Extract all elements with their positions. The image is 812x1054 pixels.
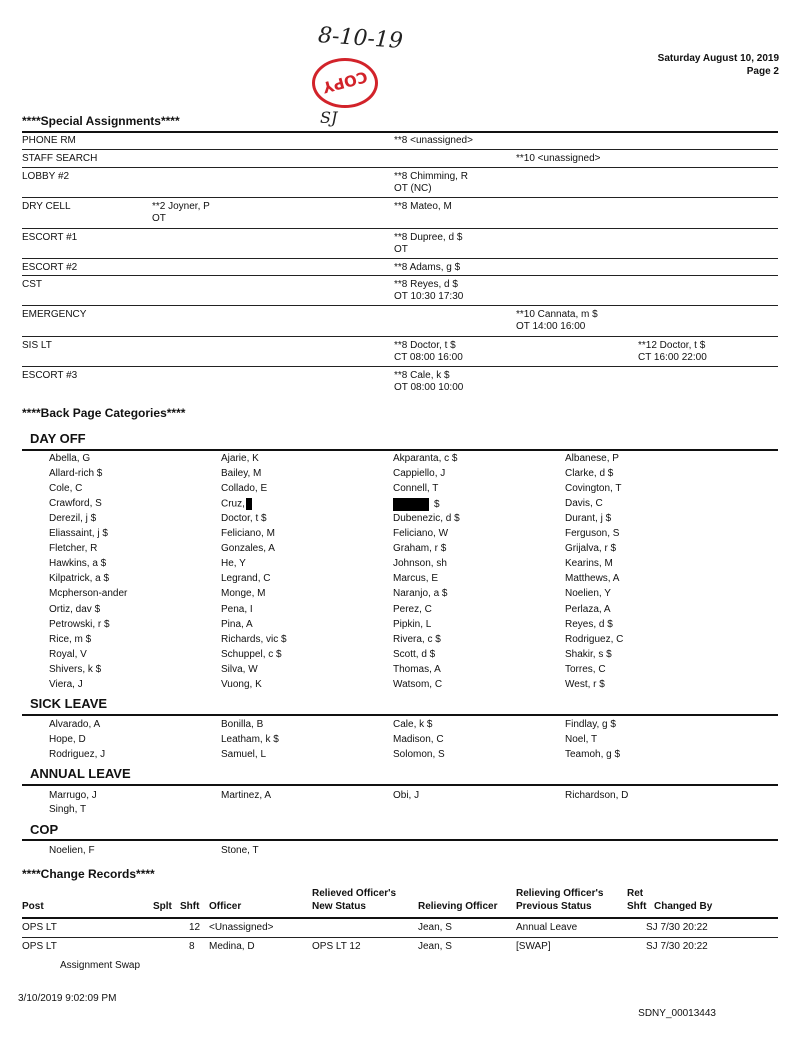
category-name: He, Y: [221, 558, 246, 569]
category-name: Davis, C: [565, 498, 603, 509]
page-number: Page 2: [746, 66, 779, 77]
category-name: Rice, m $: [49, 634, 92, 645]
category-name: Martinez, A: [221, 790, 272, 801]
assignment-officer: **8 Mateo, M: [394, 201, 452, 212]
special-assignments-title: ****Special Assignments****: [22, 114, 180, 128]
category-name: Clarke, d $: [565, 468, 614, 479]
category-title: COP: [30, 822, 59, 837]
divider: [22, 714, 778, 716]
change-records-title: ****Change Records****: [22, 867, 155, 881]
col-post: Post: [22, 901, 44, 912]
category-name: Noel, T: [565, 734, 598, 745]
category-name: Richardson, D: [565, 790, 629, 801]
assignment-post: ESCORT #3: [22, 370, 78, 381]
col-relieved-1: Relieved Officer's: [312, 888, 397, 899]
back-page-title: ****Back Page Categories****: [22, 406, 186, 420]
category-name: Pena, I: [221, 604, 253, 615]
redaction-box: [393, 498, 429, 511]
divider: [22, 258, 778, 259]
category-name: Covington, T: [565, 483, 622, 494]
assignment-officer: **8 Doctor, t $ CT 08:00 16:00: [394, 340, 463, 363]
category-name: Crawford, S: [49, 498, 102, 509]
divider: [22, 275, 778, 276]
category-name: Feliciano, W: [393, 528, 449, 539]
assignment-officer: **8 Adams, g $: [394, 262, 461, 273]
category-name: Madison, C: [393, 734, 444, 745]
category-name: Rodriguez, C: [565, 634, 624, 645]
category-name: Cruz,: [221, 498, 252, 511]
cr-relieving: Jean, S: [418, 922, 452, 933]
divider: [22, 839, 778, 841]
category-name: Rivera, c $: [393, 634, 441, 645]
assignment-officer: **8 Reyes, d $ OT 10:30 17:30: [394, 279, 464, 302]
col-prev-1: Relieving Officer's: [516, 888, 604, 899]
category-name: Bonilla, B: [221, 719, 264, 730]
assignment-officer: **2 Joyner, P OT: [152, 201, 210, 224]
category-name: Akparanta, c $: [393, 453, 458, 464]
category-name: Albanese, P: [565, 453, 619, 464]
cr-post: OPS LT: [22, 922, 57, 933]
category-name: Vuong, K: [221, 679, 262, 690]
cr-changed-by: SJ 7/30 20:22: [646, 941, 708, 952]
category-name: Noelien, Y: [565, 588, 611, 599]
category-name: Torres, C: [565, 664, 606, 675]
category-name: Samuel, L: [221, 749, 267, 760]
col-splt: Splt: [153, 901, 172, 912]
divider: [22, 228, 778, 229]
assignment-post: CST: [22, 279, 42, 290]
category-name: Teamoh, g $: [565, 749, 621, 760]
category-name: Collado, E: [221, 483, 268, 494]
category-name: Perez, C: [393, 604, 432, 615]
col-ret: Ret: [627, 888, 644, 899]
category-name: Cale, k $: [393, 719, 433, 730]
divider: [22, 305, 778, 306]
category-name: Doctor, t $: [221, 513, 267, 524]
assignment-post: SIS LT: [22, 340, 52, 351]
assignment-post: ESCORT #2: [22, 262, 78, 273]
category-name: Matthews, A: [565, 573, 620, 584]
category-name: Pina, A: [221, 619, 253, 630]
assignment-officer: **10 <unassigned>: [516, 153, 601, 164]
assignment-officer: **8 Dupree, d $ OT: [394, 232, 463, 255]
category-name: Rodriguez, J: [49, 749, 106, 760]
category-name: Shakir, s $: [565, 649, 612, 660]
assignment-officer: **8 <unassigned>: [394, 135, 473, 146]
category-name: Stone, T: [221, 845, 259, 856]
cr-note: Assignment Swap: [60, 960, 141, 971]
category-name: Shivers, k $: [49, 664, 102, 675]
category-name: Singh, T: [49, 804, 87, 815]
category-name: Scott, d $: [393, 649, 436, 660]
category-name: Royal, V: [49, 649, 87, 660]
assignment-post: PHONE RM: [22, 135, 76, 146]
divider: [22, 149, 778, 150]
category-name: Kearins, M: [565, 558, 613, 569]
category-name: Marcus, E: [393, 573, 439, 584]
divider: [22, 197, 778, 198]
col-changed-by: Changed By: [654, 901, 713, 912]
category-name: Mcpherson-ander: [49, 588, 128, 599]
category-name: Perlaza, A: [565, 604, 611, 615]
category-name: Reyes, d $: [565, 619, 613, 630]
category-name: Kilpatrick, a $: [49, 573, 110, 584]
category-name: Monge, M: [221, 588, 266, 599]
divider: [22, 167, 778, 168]
assignment-post: LOBBY #2: [22, 171, 70, 182]
category-name: Bailey, M: [221, 468, 262, 479]
category-name: Leatham, k $: [221, 734, 279, 745]
category-name: Ferguson, S: [565, 528, 620, 539]
category-name: Watsom, C: [393, 679, 443, 690]
category-name: Feliciano, M: [221, 528, 275, 539]
copy-stamp-text: COPY: [320, 67, 370, 97]
category-name: Marrugo, J: [49, 790, 97, 801]
category-name: Findlay, g $: [565, 719, 616, 730]
bates-number: SDNY_00013443: [638, 1008, 716, 1019]
category-name: Richards, vic $: [221, 634, 287, 645]
category-name: Silva, W: [221, 664, 258, 675]
category-title: ANNUAL LEAVE: [30, 766, 131, 781]
category-name: Graham, r $: [393, 543, 447, 554]
cr-officer: Medina, D: [209, 941, 255, 952]
category-name: Solomon, S: [393, 749, 445, 760]
report-date: Saturday August 10, 2019: [657, 53, 779, 64]
category-name: Eliassaint, j $: [49, 528, 108, 539]
handwritten-date: 8-10-19: [317, 23, 404, 54]
category-name: Hope, D: [49, 734, 86, 745]
category-name: Abella, G: [49, 453, 91, 464]
assignment-officer: **8 Chimming, R OT (NC): [394, 171, 468, 194]
category-name: Grijalva, r $: [565, 543, 617, 554]
category-name: $: [393, 498, 440, 511]
divider: [22, 336, 778, 337]
category-name: Durant, j $: [565, 513, 612, 524]
category-name: Noelien, F: [49, 845, 95, 856]
category-name: Connell, T: [393, 483, 439, 494]
category-name: Johnson, sh: [393, 558, 447, 569]
assignment-post: DRY CELL: [22, 201, 71, 212]
category-name: Legrand, C: [221, 573, 271, 584]
assignment-post: EMERGENCY: [22, 309, 87, 320]
cr-new-status: OPS LT 12: [312, 941, 361, 952]
handwritten-initials: SJ: [320, 108, 338, 127]
category-name: Ortiz, dav $: [49, 604, 101, 615]
category-title: DAY OFF: [30, 431, 86, 446]
cr-post: OPS LT: [22, 941, 57, 952]
category-name: West, r $: [565, 679, 605, 690]
copy-stamp: [312, 58, 378, 108]
col-shft: Shft: [180, 901, 200, 912]
category-name: Allard-rich $: [49, 468, 103, 479]
category-name: Pipkin, L: [393, 619, 432, 630]
print-timestamp: 3/10/2019 9:02:09 PM: [18, 993, 117, 1004]
col-prev-2: Previous Status: [516, 901, 592, 912]
category-name: Thomas, A: [393, 664, 441, 675]
category-name: Gonzales, A: [221, 543, 275, 554]
category-name: Hawkins, a $: [49, 558, 107, 569]
category-name: Viera, J: [49, 679, 83, 690]
category-name: Cappiello, J: [393, 468, 446, 479]
category-title: SICK LEAVE: [30, 696, 108, 711]
cr-shft: 8: [189, 941, 195, 952]
assignment-post: ESCORT #1: [22, 232, 78, 243]
category-name: Dubenezic, d $: [393, 513, 460, 524]
cr-relieving: Jean, S: [418, 941, 452, 952]
cr-shft: 12: [189, 922, 201, 933]
category-name: Cole, C: [49, 483, 83, 494]
category-name: Fletcher, R: [49, 543, 98, 554]
category-name: Alvarado, A: [49, 719, 101, 730]
assignment-officer: **12 Doctor, t $ CT 16:00 22:00: [638, 340, 707, 363]
cr-prev-status: [SWAP]: [516, 941, 551, 952]
category-name: Petrowski, r $: [49, 619, 110, 630]
category-name: Naranjo, a $: [393, 588, 448, 599]
cr-changed-by: SJ 7/30 20:22: [646, 922, 708, 933]
col-officer: Officer: [209, 901, 242, 912]
category-name: Derezil, j $: [49, 513, 97, 524]
col-relieved-2: New Status: [312, 901, 366, 912]
assignment-officer: **10 Cannata, m $ OT 14:00 16:00: [516, 309, 598, 332]
category-name: Obi, J: [393, 790, 420, 801]
redaction-box: [246, 498, 252, 510]
assignment-officer: **8 Cale, k $ OT 08:00 10:00: [394, 370, 464, 393]
divider: [22, 366, 778, 367]
divider: [22, 449, 778, 451]
divider: [22, 784, 778, 786]
col-relieving: Relieving Officer: [418, 901, 498, 912]
category-name: Ajarie, K: [221, 453, 259, 464]
category-name: Schuppel, c $: [221, 649, 282, 660]
cr-prev-status: Annual Leave: [516, 922, 578, 933]
col-ret-shft: Shft: [627, 901, 647, 912]
assignment-post: STAFF SEARCH: [22, 153, 98, 164]
cr-officer: <Unassigned>: [209, 922, 274, 933]
